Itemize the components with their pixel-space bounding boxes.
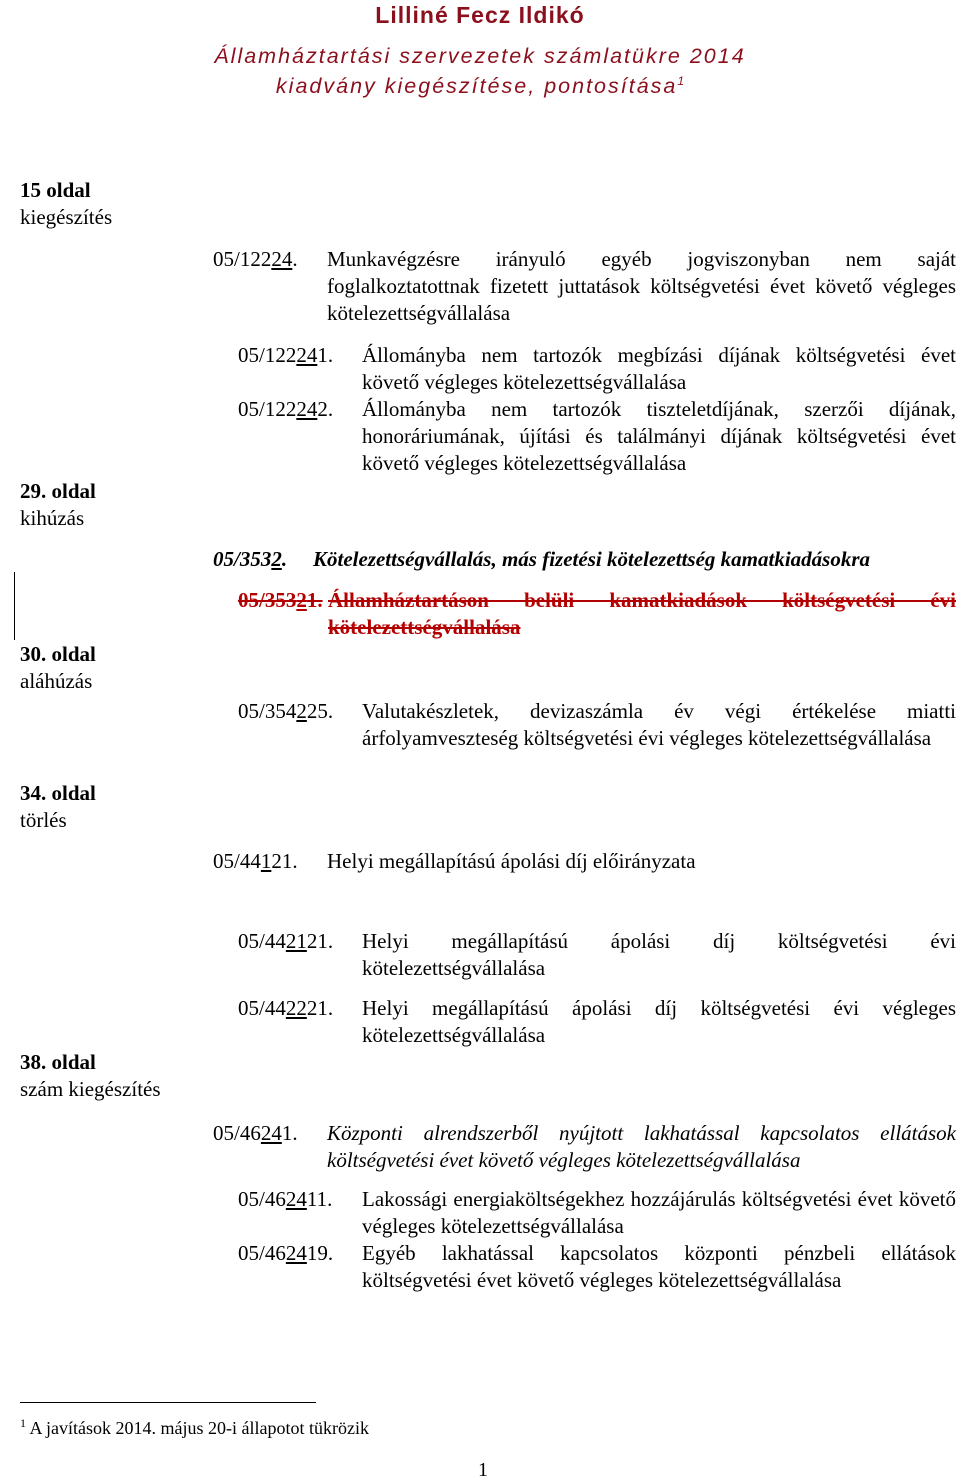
account-description: Helyi megállapítású ápolási díj költségvetési évi végleges kötelezettségvállalása [362,996,956,1047]
sidebar-page-label: 34. oldal [20,781,96,805]
document-title: Lilliné Fecz Ildikó [375,2,585,28]
account-code: 05/3532. [213,547,288,571]
account-code: 05/462419. [238,1241,334,1265]
account-entry-05462419 [238,1240,956,1294]
document-subtitle-line2 [0,74,960,99]
sidebar-note-label: kihúzás [20,506,85,530]
footnote-marker: 1 [20,1416,26,1430]
account-entry-0512224 [213,246,956,327]
account-description: Helyi megállapítású ápolási díj költségvetési évi kötelezettségvállalása [362,929,956,980]
account-code: 05/354225. [238,699,334,723]
account-code: 05/46241. [213,1121,298,1145]
sidebar-page-label: 38. oldal [20,1050,96,1074]
account-description: Állományba nem tartozók tiszteletdíjának, szerzői díjának, honoráriumának, újítási és találmányi díjának költségvetési évet követő végleges kötelezettségvállalása [362,397,956,475]
account-entry-05442221 [238,995,956,1049]
account-description: Egyéb lakhatással kapcsolatos központi pénzbeli ellátások költségvetési évet követő végleges kötelezettségvállalása [362,1241,956,1292]
footnote-reference: 1 [677,74,685,88]
sidebar-page-label: 30. oldal [20,642,96,666]
account-description: Állományba nem tartozók megbízási díjának költségvetési évet követő végleges kötelezettségvállalása [362,343,956,394]
sidebar-note-label: aláhúzás [20,669,93,693]
account-code: 05/44121. [213,849,298,873]
account-code: 05/122241. [238,343,334,367]
account-code: 05/462411. [238,1187,333,1211]
account-code: 05/122242. [238,397,334,421]
account-description: Valutakészletek, devizaszámla év végi értékelése miatti árfolyamveszteség költségvetési évi végleges kötelezettségvállalása [362,699,956,750]
account-entry-05442121 [238,928,956,982]
sidebar-note-label: kiegészítés [20,205,113,229]
footnote-text: A javítások 2014. május 20-i állapotot tükrözik [29,1418,369,1438]
footnote-separator [20,1402,316,1403]
subtitle-line2-text: kiadvány kiegészítése, pontosítása [275,74,678,99]
account-entry-0535321-deleted [238,587,956,641]
sidebar-page-label: 29. oldal [20,479,96,503]
sidebar-note-page-29 [20,478,96,532]
account-description: Lakossági energiaköltségekhez hozzájárulás költségvetési évet követő végleges kötelezettségvállalása [362,1187,956,1238]
document-subtitle-line1: Államháztartási szervezetek számlatükre 2014 [214,44,746,68]
account-entry-053532 [213,546,956,573]
sidebar-page-label: 15 oldal [20,178,91,202]
page-number: 1 [478,1459,488,1481]
account-description: Központi alrendszerből nyújtott lakhatással kapcsolatos ellátások költségvetési évet követő végleges kötelezettségvállalása [327,1121,956,1172]
sidebar-note-page-15 [20,177,112,231]
account-entry-05122241 [238,342,956,396]
account-entry-0546241 [213,1120,956,1174]
sidebar-note-label: törlés [20,808,67,832]
account-code: 05/35321. [238,588,323,612]
account-entry-05354225 [238,698,956,752]
account-entry-0544121 [213,848,956,875]
account-description: Helyi megállapítású ápolási díj előirányzata [327,849,696,873]
account-code: 05/12224. [213,247,298,271]
account-entry-05462411 [238,1186,956,1240]
account-description: Államháztartáson belüli kamatkiadások költségvetési évi kötelezettségvállalása [328,588,956,639]
sidebar-note-label: szám kiegészítés [20,1077,161,1101]
sidebar-note-page-30 [20,641,96,695]
account-description: Kötelezettségvállalás, más fizetési kötelezettség kamatkiadásokra [313,547,871,571]
sidebar-note-page-34 [20,780,96,834]
footnote [20,1416,369,1439]
account-entry-05122242 [238,396,956,477]
account-code: 05/442221. [238,996,334,1020]
account-code: 05/442121. [238,929,334,953]
sidebar-note-page-38 [20,1049,161,1103]
change-bar [14,572,15,640]
account-description: Munkavégzésre irányuló egyéb jogviszonyban nem saját foglalkoztatottnak fizetett juttatások költségvetési évet követő végleges kötelezettségvállalása [327,247,956,325]
